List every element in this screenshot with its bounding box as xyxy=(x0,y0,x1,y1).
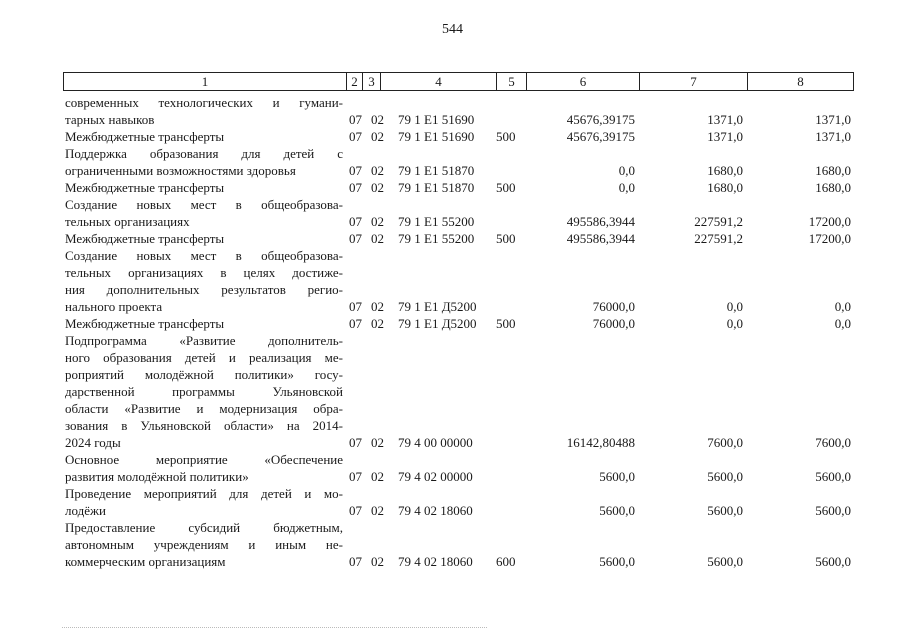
row-value-col7: 0,0 xyxy=(726,299,743,314)
row-value-col7: 227591,2 xyxy=(694,231,743,246)
row-name xyxy=(65,332,343,451)
row-name-line: Создание новых мест в общеобразова- xyxy=(65,197,343,212)
header-col-5: 5 xyxy=(496,73,526,90)
row-expense-type: 600 xyxy=(496,554,516,569)
row-value-col7: 5600,0 xyxy=(707,503,743,518)
table-header xyxy=(63,72,854,91)
row-target-article: 79 1 E1 51870 xyxy=(398,180,475,195)
row-subsection: 02 xyxy=(371,435,384,450)
row-value-col6: 5600,0 xyxy=(599,554,635,569)
row-name-line: зования в Ульяновской области» на 2014- xyxy=(65,418,343,433)
row-target-article: 79 1 E1 51690 xyxy=(398,129,475,144)
header-col-8: 8 xyxy=(747,73,853,90)
row-name xyxy=(65,230,343,247)
table-row xyxy=(0,247,905,315)
row-value-col6: 0,0 xyxy=(618,163,635,178)
row-name-line: ограниченными возможностями здоровья xyxy=(65,163,296,178)
row-target-article: 79 1 E1 51690 xyxy=(398,112,475,127)
row-expense-type: 500 xyxy=(496,129,516,144)
row-target-article: 79 4 02 18060 xyxy=(398,503,473,518)
table-row xyxy=(0,519,905,570)
row-name-line: Предоставление субсидий бюджетным, xyxy=(65,520,343,535)
row-name-line: ния дополнительных результатов регио- xyxy=(65,282,343,297)
row-value-col7: 1680,0 xyxy=(707,163,743,178)
row-name xyxy=(65,247,343,315)
row-name-line: коммерческим организациям xyxy=(65,554,226,569)
row-name-line: тельных организациях xyxy=(65,214,190,229)
row-name-line: Подпрограмма «Развитие дополнитель- xyxy=(65,333,343,348)
row-value-col8: 5600,0 xyxy=(815,469,851,484)
row-subsection: 02 xyxy=(371,554,384,569)
row-name-line: тарных навыков xyxy=(65,112,155,127)
row-value-col8: 1371,0 xyxy=(815,112,851,127)
header-col-1: 1 xyxy=(201,74,209,89)
row-section: 07 xyxy=(349,112,362,127)
table-row xyxy=(0,179,905,196)
row-section: 07 xyxy=(349,214,362,229)
footer-divider xyxy=(62,627,487,629)
row-value-col8: 0,0 xyxy=(834,299,851,314)
row-target-article: 79 4 02 18060 xyxy=(398,554,473,569)
row-value-col7: 1371,0 xyxy=(707,129,743,144)
row-value-col7: 7600,0 xyxy=(707,435,743,450)
row-value-col8: 5600,0 xyxy=(815,554,851,569)
row-value-col6: 16142,80488 xyxy=(566,435,635,450)
row-name xyxy=(65,196,343,230)
row-name-line: дарственной программы Ульяновской xyxy=(65,384,343,399)
row-name-line: Проведение мероприятий для детей и мо- xyxy=(65,486,343,501)
row-value-col8: 7600,0 xyxy=(815,435,851,450)
row-value-col6: 45676,39175 xyxy=(566,129,635,144)
row-value-col7: 0,0 xyxy=(726,316,743,331)
row-section: 07 xyxy=(349,180,362,195)
row-subsection: 02 xyxy=(371,214,384,229)
row-name-line: тельных организациях в целях достиже- xyxy=(65,265,343,280)
row-name-line: роприятий молодёжной политики» госу- xyxy=(65,367,343,382)
row-value-col6: 76000,0 xyxy=(592,316,635,331)
row-section: 07 xyxy=(349,554,362,569)
table-row xyxy=(0,485,905,519)
row-name-line: развития молодёжной политики» xyxy=(65,469,249,484)
row-section: 07 xyxy=(349,435,362,450)
row-name-line: лодёжи xyxy=(65,503,106,518)
row-value-col7: 1680,0 xyxy=(707,180,743,195)
row-name xyxy=(65,94,343,128)
row-subsection: 02 xyxy=(371,129,384,144)
row-name-line: Межбюджетные трансферты xyxy=(65,129,225,144)
row-value-col7: 5600,0 xyxy=(707,554,743,569)
row-name-line: Поддержка образования для детей с xyxy=(65,146,343,161)
row-target-article: 79 4 02 00000 xyxy=(398,469,473,484)
row-subsection: 02 xyxy=(371,180,384,195)
row-section: 07 xyxy=(349,299,362,314)
table-row xyxy=(0,315,905,332)
row-name-line: Межбюджетные трансферты xyxy=(65,231,225,246)
row-value-col8: 1680,0 xyxy=(815,163,851,178)
row-subsection: 02 xyxy=(371,316,384,331)
row-section: 07 xyxy=(349,231,362,246)
row-name-line: Создание новых мест в общеобразова- xyxy=(65,248,343,263)
row-section: 07 xyxy=(349,129,362,144)
row-section: 07 xyxy=(349,163,362,178)
row-subsection: 02 xyxy=(371,231,384,246)
row-section: 07 xyxy=(349,503,362,518)
row-name-line: Межбюджетные трансферты xyxy=(65,316,225,331)
row-name xyxy=(65,485,343,519)
row-value-col6: 0,0 xyxy=(618,180,635,195)
row-value-col8: 5600,0 xyxy=(815,503,851,518)
row-name xyxy=(65,128,343,145)
row-expense-type: 500 xyxy=(496,316,516,331)
table-row xyxy=(0,94,905,128)
row-value-col8: 1680,0 xyxy=(815,180,851,195)
row-target-article: 79 1 E1 Д5200 xyxy=(398,316,477,331)
row-value-col6: 45676,39175 xyxy=(566,112,635,127)
row-name-line: нального проекта xyxy=(65,299,163,314)
header-col-3: 3 xyxy=(362,73,380,90)
row-value-col7: 5600,0 xyxy=(707,469,743,484)
row-subsection: 02 xyxy=(371,112,384,127)
row-subsection: 02 xyxy=(371,469,384,484)
row-value-col6: 495586,3944 xyxy=(566,214,635,229)
row-value-col7: 227591,2 xyxy=(694,214,743,229)
table-row xyxy=(0,196,905,230)
row-name-line: области «Развитие и модернизация обра- xyxy=(65,401,343,416)
header-col-2: 2 xyxy=(346,73,362,90)
row-name-line: 2024 годы xyxy=(65,435,121,450)
row-value-col8: 1371,0 xyxy=(815,129,851,144)
header-col-6: 6 xyxy=(526,73,639,90)
row-name-line: Межбюджетные трансферты xyxy=(65,180,225,195)
row-name xyxy=(65,145,343,179)
row-expense-type: 500 xyxy=(496,231,516,246)
row-name xyxy=(65,451,343,485)
row-name xyxy=(65,179,343,196)
row-name-line: Основное мероприятие «Обеспечение xyxy=(65,452,343,467)
row-subsection: 02 xyxy=(371,503,384,518)
row-target-article: 79 4 00 00000 xyxy=(398,435,473,450)
row-expense-type: 500 xyxy=(496,180,516,195)
row-value-col8: 17200,0 xyxy=(808,231,851,246)
row-target-article: 79 1 E1 51870 xyxy=(398,163,475,178)
row-value-col8: 0,0 xyxy=(834,316,851,331)
row-value-col7: 1371,0 xyxy=(707,112,743,127)
table-row xyxy=(0,451,905,485)
row-target-article: 79 1 E1 55200 xyxy=(398,214,475,229)
row-name-line: современных технологических и гумани- xyxy=(65,95,343,110)
table-row xyxy=(0,332,905,451)
row-name xyxy=(65,519,343,570)
row-subsection: 02 xyxy=(371,163,384,178)
row-subsection: 02 xyxy=(371,299,384,314)
table-row xyxy=(0,145,905,179)
row-value-col6: 495586,3944 xyxy=(566,231,635,246)
row-section: 07 xyxy=(349,316,362,331)
row-name-line: ного образования детей и реализация ме- xyxy=(65,350,343,365)
row-value-col6: 5600,0 xyxy=(599,503,635,518)
row-value-col8: 17200,0 xyxy=(808,214,851,229)
header-col-4: 4 xyxy=(380,73,496,90)
table-row xyxy=(0,128,905,145)
page-number: 544 xyxy=(442,22,463,37)
header-col-7: 7 xyxy=(639,73,747,90)
row-value-col6: 5600,0 xyxy=(599,469,635,484)
row-name xyxy=(65,315,343,332)
row-section: 07 xyxy=(349,469,362,484)
table-row xyxy=(0,230,905,247)
row-value-col6: 76000,0 xyxy=(592,299,635,314)
row-name-line: автономным учреждениям и иным не- xyxy=(65,537,343,552)
row-target-article: 79 1 E1 Д5200 xyxy=(398,299,477,314)
row-target-article: 79 1 E1 55200 xyxy=(398,231,475,246)
